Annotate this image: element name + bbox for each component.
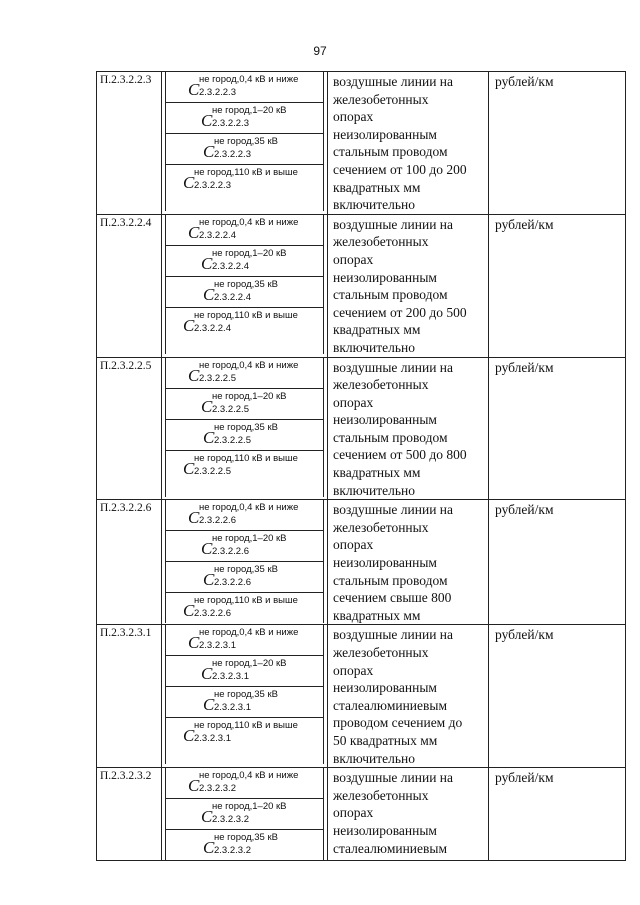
formula-row [165, 308, 324, 354]
formula-symbol: C [203, 570, 215, 590]
unit-of-measure: рублей/км [489, 625, 626, 768]
description-line: опорах [333, 805, 374, 821]
formula-superscript: не город,0,4 кВ и ниже [199, 502, 299, 514]
formula-subscript: 2.3.2.3.2 [214, 845, 251, 857]
formula-symbol: C [188, 222, 200, 242]
formula-superscript: не город,35 кВ [214, 136, 278, 147]
formula-subscript: 2.3.2.2.6 [212, 546, 249, 558]
formula-superscript: не город,1–20 кВ [212, 658, 287, 670]
rate-formula [188, 627, 299, 653]
formula-superscript: не город,0,4 кВ и ниже [199, 216, 299, 228]
formula-symbol: C [201, 111, 213, 130]
formula-symbol: C [203, 142, 215, 161]
formula-row [165, 103, 324, 134]
formula-subscript: 2.3.2.2.6 [199, 515, 236, 527]
formula-superscript: не город,1–20 кВ [212, 247, 287, 259]
description-line: включительно [333, 750, 416, 766]
formula-row [165, 165, 324, 211]
rate-formula [188, 74, 299, 99]
description-line: стальным проводом [333, 572, 448, 588]
formula-symbol: C [188, 508, 200, 528]
formula-subscript: 2.3.2.2.3 [214, 149, 251, 160]
formula-superscript: не город,0,4 кВ и ниже [199, 627, 299, 639]
formula-superscript: не город,1–20 кВ [212, 801, 287, 813]
formula-row [165, 687, 324, 718]
formula-superscript: не город,35 кВ [214, 421, 278, 433]
formula-subscript: 2.3.2.2.3 [194, 180, 231, 191]
description-line: неизолированным [333, 822, 437, 838]
formula-symbol: C [183, 315, 195, 335]
formula-symbol: C [188, 80, 200, 99]
description-line: включительно [333, 197, 416, 213]
rate-formula [201, 533, 287, 559]
description-line: воздушные линии на [333, 627, 454, 643]
formula-row [165, 389, 324, 420]
formula-superscript: не город,35 кВ [214, 278, 278, 290]
item-code: П.2.3.2.2.5 [97, 357, 162, 500]
rate-formula [188, 359, 299, 385]
formula-symbol: C [188, 776, 200, 796]
formula-subscript: 2.3.2.2.3 [212, 118, 249, 129]
formula-row [165, 134, 324, 165]
rate-formula [201, 658, 287, 684]
formula-subscript: 2.3.2.2.5 [194, 465, 231, 477]
description-line: воздушные линии на [333, 74, 454, 89]
formula-subscript: 2.3.2.2.3 [199, 87, 236, 98]
line-description [328, 214, 489, 357]
unit-of-measure: рублей/км [489, 500, 626, 625]
description-line: сталеалюминиевым [333, 840, 448, 856]
formula-subscript: 2.3.2.2.4 [199, 229, 236, 241]
formula-cell [162, 500, 328, 625]
formula-subscript: 2.3.2.3.2 [212, 814, 249, 826]
description-line: железобетонных [333, 519, 429, 535]
description-line: воздушные линии на [333, 216, 454, 232]
unit-of-measure: рублей/км [489, 768, 626, 861]
line-description [328, 72, 489, 215]
rate-formula [183, 452, 298, 478]
rate-formula [203, 564, 278, 590]
description-line: опорах [333, 251, 374, 267]
line-description [328, 625, 489, 768]
formula-row [165, 451, 324, 497]
formula-subscript: 2.3.2.2.5 [212, 403, 249, 415]
formula-cell [162, 357, 328, 500]
description-line: железобетонных [333, 91, 429, 107]
item-code: П.2.3.2.3.2 [97, 768, 162, 861]
rate-formula [201, 247, 287, 273]
description-line: включительно [333, 339, 416, 355]
description-line: железобетонных [333, 377, 429, 393]
description-line: стальным проводом [333, 144, 448, 160]
item-code: П.2.3.2.2.6 [97, 500, 162, 625]
table-row [97, 768, 626, 861]
rate-formula [203, 136, 278, 161]
description-line: сталеалюминиевым [333, 697, 448, 713]
line-description [328, 500, 489, 625]
rate-formula [201, 105, 287, 130]
description-line: неизолированным [333, 680, 437, 696]
formula-cell [162, 625, 328, 768]
rate-formula [203, 689, 278, 715]
formula-symbol: C [203, 695, 215, 715]
description-line: неизолированным [333, 412, 437, 428]
formula-row [165, 500, 324, 531]
formula-symbol: C [201, 539, 213, 559]
description-line: сечением свыше 800 [333, 590, 452, 606]
formula-row [165, 246, 324, 277]
description-line: стальным проводом [333, 287, 448, 303]
formula-subscript: 2.3.2.2.4 [214, 291, 251, 303]
item-code: П.2.3.2.3.1 [97, 625, 162, 768]
description-line: проводом сечением до [333, 715, 463, 731]
rate-formula [183, 167, 298, 192]
unit-of-measure: рублей/км [489, 214, 626, 357]
formula-superscript: не город,35 кВ [214, 564, 278, 576]
formula-superscript: не город,1–20 кВ [212, 105, 287, 116]
formula-row [165, 72, 324, 103]
formula-row [165, 277, 324, 308]
formula-cell [162, 72, 328, 215]
formula-row [165, 531, 324, 562]
formula-superscript: не город,110 кВ и выше [194, 309, 298, 321]
rate-formula [203, 832, 278, 858]
tariff-table [96, 71, 626, 861]
description-line: неизолированным [333, 555, 437, 571]
description-line: неизолированным [333, 269, 437, 285]
formula-row [165, 656, 324, 687]
unit-of-measure: рублей/км [489, 357, 626, 500]
description-line: стальным проводом [333, 429, 448, 445]
formula-row [165, 593, 324, 623]
formula-superscript: не город,110 кВ и выше [194, 720, 298, 732]
description-line: опорах [333, 662, 374, 678]
formula-superscript: не город,0,4 кВ и ниже [199, 770, 299, 782]
formula-superscript: не город,0,4 кВ и ниже [199, 74, 299, 85]
item-code: П.2.3.2.2.4 [97, 214, 162, 357]
formula-cell [162, 768, 328, 861]
rate-formula [188, 770, 299, 796]
formula-row [165, 420, 324, 451]
formula-symbol: C [183, 726, 195, 746]
formula-subscript: 2.3.2.3.2 [199, 783, 236, 795]
description-line: сечением от 100 до 200 [333, 161, 467, 177]
line-description [328, 768, 489, 861]
description-line: 50 квадратных мм [333, 732, 438, 748]
description-line: квадратных мм [333, 179, 421, 195]
rate-formula [203, 421, 278, 447]
formula-superscript: не город,1–20 кВ [212, 533, 287, 545]
formula-symbol: C [188, 633, 200, 653]
formula-row [165, 718, 324, 764]
description-line: квадратных мм [333, 607, 421, 623]
formula-subscript: 2.3.2.2.6 [194, 608, 231, 620]
formula-symbol: C [203, 427, 215, 447]
rate-formula [183, 595, 298, 621]
formula-row [165, 562, 324, 593]
formula-subscript: 2.3.2.2.5 [199, 372, 236, 384]
formula-superscript: не город,110 кВ и выше [194, 595, 298, 607]
description-line: опорах [333, 394, 374, 410]
formula-superscript: не город,110 кВ и выше [194, 167, 298, 178]
formula-symbol: C [201, 396, 213, 416]
formula-row [165, 768, 324, 799]
formula-subscript: 2.3.2.3.1 [194, 733, 231, 745]
formula-superscript: не город,1–20 кВ [212, 390, 287, 402]
description-line: воздушные линии на [333, 770, 454, 786]
formula-row [165, 799, 324, 830]
formula-superscript: не город,110 кВ и выше [194, 452, 298, 464]
formula-row [165, 358, 324, 389]
description-line: квадратных мм [333, 322, 421, 338]
formula-subscript: 2.3.2.3.1 [214, 702, 251, 714]
rate-formula [188, 502, 299, 528]
description-line: железобетонных [333, 645, 429, 660]
rate-formula [201, 390, 287, 416]
formula-symbol: C [203, 284, 215, 304]
formula-cell [162, 214, 328, 357]
table-row [97, 500, 626, 625]
table-row [97, 625, 626, 768]
formula-symbol: C [183, 173, 195, 192]
formula-symbol: C [201, 253, 213, 273]
formula-subscript: 2.3.2.2.4 [212, 260, 249, 272]
rate-formula [183, 720, 298, 746]
formula-superscript: не город,0,4 кВ и ниже [199, 359, 299, 371]
rate-formula [188, 216, 299, 242]
formula-row [165, 215, 324, 246]
formula-symbol: C [201, 807, 213, 827]
formula-subscript: 2.3.2.3.1 [212, 671, 249, 683]
formula-superscript: не город,35 кВ [214, 832, 278, 844]
line-description [328, 357, 489, 500]
rate-formula [201, 801, 287, 827]
description-line: опорах [333, 537, 374, 553]
formula-symbol: C [183, 458, 195, 478]
formula-symbol: C [203, 838, 215, 858]
description-line: неизолированным [333, 126, 437, 142]
description-line: воздушные линии на [333, 359, 454, 375]
formula-row [165, 625, 324, 656]
formula-subscript: 2.3.2.3.1 [199, 640, 236, 652]
page-number: 97 [313, 44, 327, 58]
description-line: включительно [333, 482, 416, 498]
unit-of-measure: рублей/км [489, 72, 626, 215]
formula-symbol: C [201, 664, 213, 684]
description-line: опорах [333, 109, 374, 125]
formula-superscript: не город,35 кВ [214, 689, 278, 701]
description-line: железобетонных [333, 787, 429, 803]
item-code: П.2.3.2.2.3 [97, 72, 162, 215]
table-row [97, 72, 626, 215]
description-line: квадратных мм [333, 465, 421, 481]
rate-formula [203, 278, 278, 304]
table-row [97, 214, 626, 357]
formula-row [165, 830, 324, 860]
description-line: сечением от 500 до 800 [333, 447, 467, 463]
formula-subscript: 2.3.2.2.5 [214, 434, 251, 446]
formula-symbol: C [188, 365, 200, 385]
rate-formula [183, 309, 298, 335]
formula-symbol: C [183, 601, 195, 621]
description-line: сечением от 200 до 500 [333, 304, 467, 320]
description-line: воздушные линии на [333, 502, 454, 518]
description-line: железобетонных [333, 234, 429, 250]
table-row [97, 357, 626, 500]
formula-subscript: 2.3.2.2.6 [214, 577, 251, 589]
formula-subscript: 2.3.2.2.4 [194, 322, 231, 334]
